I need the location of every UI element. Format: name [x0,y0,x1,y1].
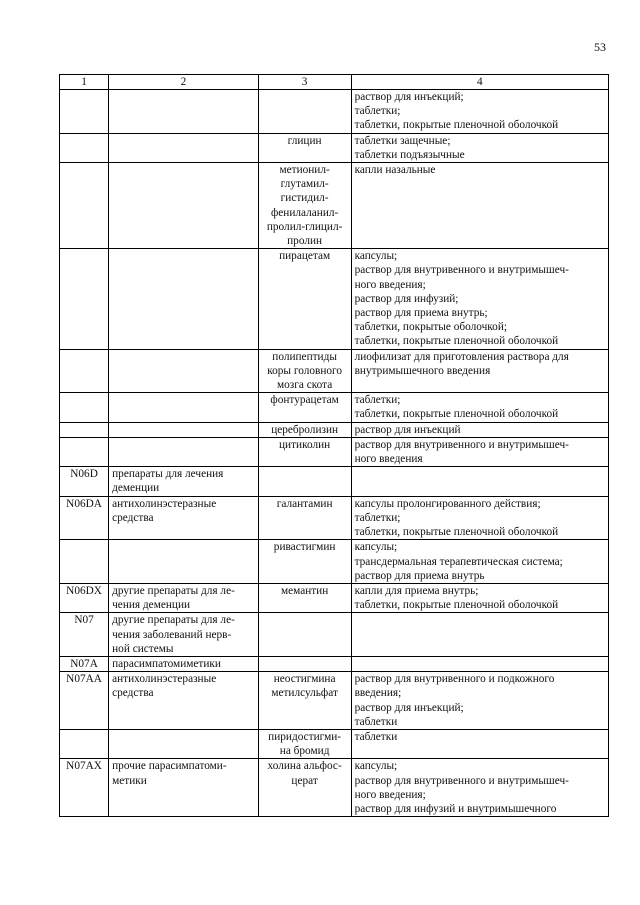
drug-name-cell: цитиколин [258,437,351,466]
dosage-form-item: таблетки [354,730,398,743]
drug-group-cell: прочие парасимпатоми- метики [109,759,259,817]
drug-name-cell: полипептиды коры головного мозга скота [258,349,351,393]
atc-code-cell: N06DA [60,496,109,540]
drug-name-cell: метионил- глутамил- гистидил- фенилаланил- пролил-глицил- пролин [258,163,351,249]
dosage-form-item: раствор для внутривенного и внутримышеч- ного введения; [354,774,569,801]
dosage-form-item: капсулы; [354,541,398,554]
dosage-form-item: таблетки; [354,105,401,118]
drug-name-cell: фонтурацетам [258,393,351,422]
drug-group-cell: другие препараты для ле- чения заболеваний нерв- ной системы [109,613,259,657]
dosage-form-item: таблетки, покрытые пленочной оболочкой [354,408,559,421]
table-header-row [60,75,609,90]
drug-group-cell: антихолинэстеразные средства [109,672,259,730]
dosage-forms-cell [351,437,608,466]
drug-name-cell: галантамин [258,496,351,540]
drug-group-cell: антихолинэстеразные средства [109,496,259,540]
drug-name-cell: холина альфос- церат [258,759,351,817]
drug-group-cell: препараты для лечения деменции [109,467,259,496]
drug-name-cell [258,613,351,657]
dosage-forms-cell [351,163,608,249]
dosage-form-item: таблетки, покрытые пленочной оболочкой [354,599,559,612]
atc-code-cell: N06DX [60,583,109,612]
dosage-form-item: трансдермальная терапевтическая система; [354,555,563,568]
dosage-forms-cell [351,583,608,612]
dosage-form-item: лиофилизат для приготовления раствора для внутримышечного введения [354,350,569,377]
drug-name-cell [258,656,351,671]
dosage-form-item: таблетки защечные; [354,134,451,147]
dosage-forms-cell [351,422,608,437]
dosage-form-item: раствор для внутривенного и внутримышеч- ного введения; [354,264,569,291]
drug-group-cell [109,422,259,437]
dosage-forms-cell [351,393,608,422]
table-row [60,583,609,612]
header-col-3: 3 [258,75,351,90]
drug-name-cell: ривастигмин [258,540,351,584]
table-row [60,672,609,730]
dosage-forms-cell [351,613,608,657]
atc-code-cell: N07A [60,656,109,671]
table-row [60,729,609,758]
atc-code-cell [60,133,109,162]
drug-group-cell [109,249,259,349]
drug-name-cell: церебролизин [258,422,351,437]
dosage-form-item: раствор для инфузий и внутримышечного [354,802,557,815]
dosage-forms-cell [351,540,608,584]
dosage-forms-cell [351,672,608,730]
table-row [60,759,609,817]
table-row [60,656,609,671]
table-row [60,496,609,540]
dosage-form-item: таблетки, покрытые пленочной оболочкой [354,526,559,539]
atc-code-cell: N06D [60,467,109,496]
atc-code-cell: N07AX [60,759,109,817]
dosage-forms-cell [351,467,608,496]
dosage-form-item: капсулы; [354,250,398,263]
atc-code-cell [60,349,109,393]
table-row [60,393,609,422]
dosage-forms-cell [351,759,608,817]
dosage-form-item: таблетки [354,715,398,728]
dosage-form-item: таблетки; [354,394,401,407]
table-row [60,349,609,393]
dosage-form-item: капли для приема внутрь; [354,584,479,597]
drug-group-cell: парасимпатомиметики [109,656,259,671]
dosage-form-item: раствор для инъекций [354,423,461,436]
table-row [60,90,609,134]
atc-code-cell [60,393,109,422]
drug-name-cell: неостигмина метилсульфат [258,672,351,730]
header-col-2: 2 [109,75,259,90]
drug-group-cell [109,393,259,422]
dosage-form-item: таблетки, покрытые пленочной оболочкой [354,335,559,348]
dosage-form-item: таблетки, покрытые оболочкой; [354,321,508,334]
header-col-1: 1 [60,75,109,90]
dosage-form-item: таблетки, покрытые пленочной оболочкой [354,119,559,132]
dosage-forms-cell [351,729,608,758]
drug-group-cell [109,349,259,393]
header-col-4: 4 [351,75,608,90]
dosage-form-item: капсулы пролонгированного действия; [354,497,541,510]
dosage-form-item: раствор для внутривенного и подкожного введения; [354,673,555,700]
table-row [60,163,609,249]
table-row [60,613,609,657]
dosage-forms-cell [351,656,608,671]
drug-group-cell [109,437,259,466]
atc-code-cell: N07 [60,613,109,657]
drug-name-cell [258,467,351,496]
table-row [60,467,609,496]
dosage-form-item: раствор для внутривенного и внутримышеч- ного введения [354,438,569,466]
drug-name-cell [258,90,351,134]
drug-group-cell [109,729,259,758]
atc-code-cell [60,422,109,437]
dosage-form-item: раствор для инъекций; [354,91,464,103]
dosage-form-item: таблетки; [354,511,401,524]
table-row [60,540,609,584]
table-row [60,133,609,162]
dosage-form-item: капсулы; [354,760,398,773]
drug-table [59,74,609,817]
drug-name-cell: пирацетам [258,249,351,349]
table-body [60,90,609,817]
dosage-forms-cell [351,249,608,349]
drug-name-cell: пиридостигми- на бромид [258,729,351,758]
dosage-forms-cell [351,133,608,162]
atc-code-cell [60,163,109,249]
drug-name-cell: глицин [258,133,351,162]
dosage-form-item: таблетки подъязычные [354,148,465,161]
dosage-form-item: раствор для приема внутрь [354,569,485,582]
atc-code-cell [60,90,109,134]
table-row [60,422,609,437]
dosage-form-item: раствор для приема внутрь; [354,307,488,320]
table-row [60,249,609,349]
dosage-forms-cell [351,496,608,540]
drug-group-cell [109,133,259,162]
dosage-form-item: раствор для инфузий; [354,292,459,305]
drug-group-cell [109,540,259,584]
page-number: 53 [594,40,606,54]
atc-code-cell [60,249,109,349]
dosage-form-item: раствор для инъекций; [354,701,464,714]
dosage-form-item: капли назальные [354,164,436,177]
dosage-forms-cell [351,90,608,134]
table-row [60,437,609,466]
atc-code-cell [60,540,109,584]
atc-code-cell [60,729,109,758]
drug-group-cell [109,90,259,134]
drug-name-cell: мемантин [258,583,351,612]
atc-code-cell: N07AA [60,672,109,730]
dosage-forms-cell [351,349,608,393]
drug-group-cell: другие препараты для ле- чения деменции [109,583,259,612]
drug-group-cell [109,163,259,249]
atc-code-cell [60,437,109,466]
